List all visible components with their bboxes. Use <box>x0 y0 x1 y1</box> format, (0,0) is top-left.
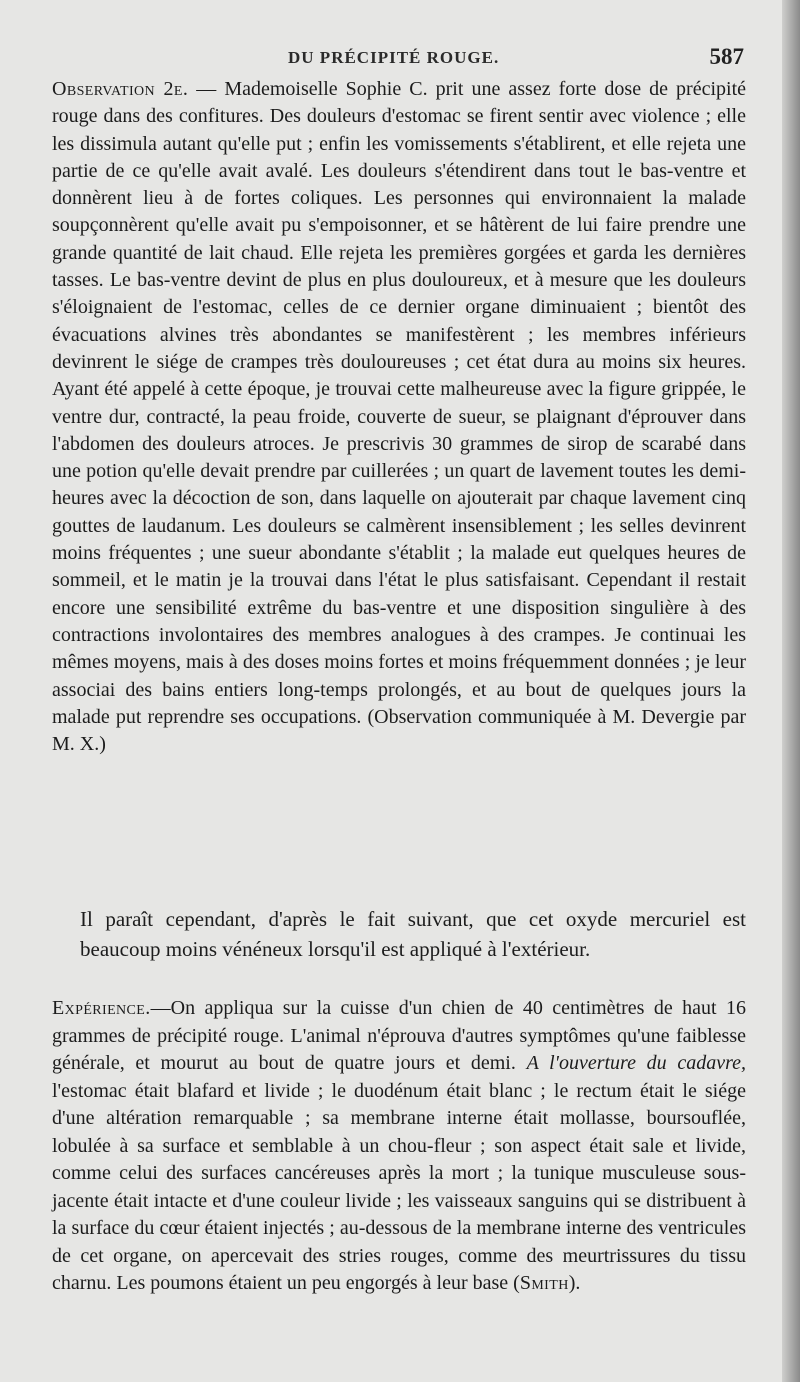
experience-italic: A l'ouverture du cadavre, <box>526 1052 747 1074</box>
observation-heading: Observation 2e. <box>52 78 189 100</box>
experience-text-a: —On appliqua sur la cuisse d'un chien de 40 centimètres de haut 16 grammes de précipité rouge. L'animal n'éprouva d'autres symptômes qu'une faiblesse générale, et mourut au bout de quatre jours et demi. <box>52 997 746 1074</box>
observation-text: — Mademoiselle Sophie C. prit une assez forte dose de précipité rouge dans des confitures. Des douleurs d'estomac se firent sentir avec violence ; elle les dissimula autant qu'elle put ; enfin les vomissements s'établirent, et elle rejeta une partie de ce qu'elle avait avalé. Les douleurs s'étendirent dans tout le bas-ventre et donnèrent lieu à de fortes coliques. Les personnes qui environnaient la malade soupçonnèrent qu'elle avait pu s'empoisonner, et se hâtèrent de lui faire prendre une grande quantité de lait chaud. Elle rejeta les premières gorgées et garda les dernières tasses. Le bas-ventre devint de plus en plus douloureux, et à mesure que les douleurs s'éloignaient de l'estomac, celles de ce dernier organe diminuaient ; bientôt des évacuations alvines très abondantes se manifestèrent ; les membres inférieurs devinrent le siége de crampes très douloureuses ; cet état dura au moins six heures. Ayant été appelé à cette époque, je trouvai cette malheureuse avec la figure grippée, le ventre dur, contracté, la peau froide, couverte de sueur, se plaignant d'éprouver dans l'abdomen des douleurs atroces. Je prescrivis 30 grammes de sirop de scarabé dans une potion qu'elle devait prendre par cuillerées ; un quart de lavement toutes les demi-heures avec la décoction de son, dans laquelle on ajouterait par chaque lavement cinq gouttes de laudanum. Les douleurs se calmèrent insensiblement ; les selles devinrent moins fréquentes ; une sueur abondante s'établit ; la malade eut quelques heures de sommeil, et le matin je la trouvai dans l'état le plus satisfaisant. Cependant il restait encore une sensibilité extrême du bas-ventre et une disposition singulière à des contractions involontaires des membres analogues à des crampes. Je continuai les mêmes moyens, mais à des doses moins fortes et moins fréquemment données ; je leur associai des bains entiers long-temps prolongés, et au bout de quelques jours la malade put reprendre ses occupations. (Observation communiquée à M. Devergie par M. X.) <box>52 78 747 756</box>
page-header <box>0 44 782 76</box>
page-number: 587 <box>709 44 744 69</box>
experience-heading: Expérience. <box>52 997 151 1019</box>
experience-author: Smith <box>519 1272 569 1294</box>
observation-paragraph <box>52 76 746 758</box>
running-title: DU PRÉCIPITÉ ROUGE. <box>288 48 500 67</box>
experience-paragraph <box>52 995 746 1298</box>
experience-text-c: ). <box>568 1272 581 1294</box>
experience-text-b: l'estomac était blafard et livide ; le duodénum était blanc ; le rectum était le siége d'une altération remarquable ; sa membrane interne était mollasse, boursouflée, lobulée à sa surface et semblable à un chou-fleur ; son aspect était sale et livide, comme celui des surfaces cancéreuses après la mort ; la tunique musculeuse sous-jacente était intacte et d'une couleur livide ; les vaisseaux sanguins qui se distribuent à la surface du cœur étaient injectés ; au-dessous de la membrane interne des ventricules de cet organe, on apercevait des stries rouges, comme des meurtrissures du tissu charnu. Les poumons étaient un peu engorgés à leur base ( <box>52 1079 746 1294</box>
transition-paragraph: Il paraît cependant, d'après le fait suivant, que cet oxyde mercuriel est beaucoup moins vénéneux lorsqu'il est appliqué à l'extérieur. <box>80 907 746 961</box>
scan-edge-shadow <box>782 0 800 1382</box>
